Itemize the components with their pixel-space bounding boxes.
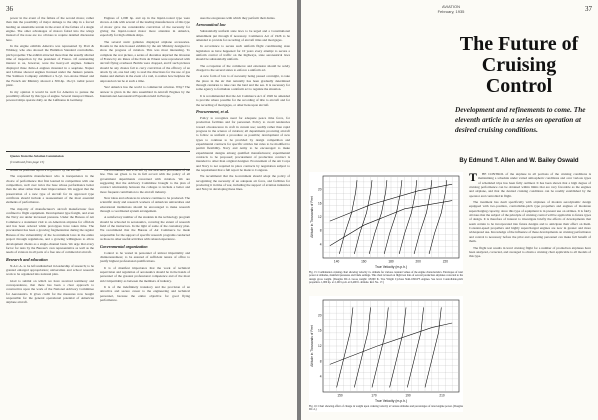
left-column-2-body bbox=[100, 16, 190, 98]
heading-governmental-organization: Governmental organization bbox=[100, 243, 148, 249]
quote-column-1-body bbox=[6, 168, 94, 255]
paragraph: Yes! America has the world to commercial aviation. Why? The answer is given in the data assembled in Aircraft Engines by the International Aeronautical Exposition held in Europe. bbox=[100, 85, 190, 98]
paragraph: We recommend that the Government should adopt the policy of recognizing the necessity of an adequate air force, and facilities for producing it in time of war, including the support of aviation industries and Navy in developing these lines. bbox=[196, 174, 290, 192]
byline: By Edmund T. Allen and W. Bailey Oswald bbox=[459, 158, 579, 164]
paragraph: The occupation of the commerce and extension should be solely charged to the several states to enforce a uniform act. bbox=[196, 63, 290, 73]
x-tick-label: 200 bbox=[415, 259, 421, 264]
article-subtitle: Development and refinements to come. The eleventh article in a series on operation at desired cruising conditions. bbox=[455, 105, 586, 134]
x-tick-label: 140 bbox=[333, 259, 340, 264]
paragraph: N.A.C.A. to be left undisturbed in leadership of research; to be granted enlarged appropriation; universities and school research work to be organized into national plan. bbox=[6, 263, 94, 277]
paragraph: It is of manifest importance that the work of technical supervision and regulation of aeronautics should be in the hands of personnel of the greatest professional competence and of the most strict impartiality as between the members of industry. bbox=[100, 265, 190, 283]
x-tick-label: 150 bbox=[337, 393, 343, 398]
paragraph: Glad to submit on which we have received testimony and correspondence, that there has been a clear approach to constructive upon the work of the National Advisory Committee for Aeronautics. It gives credit for the measures now bought responsible for the general operational potential of American airplane aircraft. bbox=[6, 278, 94, 305]
y-tick-label: 4 bbox=[319, 374, 322, 379]
article-title-block bbox=[449, 34, 589, 135]
figure-2-chart bbox=[309, 296, 463, 404]
y-tick-label: 12 bbox=[317, 344, 322, 348]
running-header-date: February, 1935 bbox=[437, 8, 465, 14]
paragraph: In accordance to secure such uniform flight conditioning state legislation as have happened for 10 years every attempt to secure a uniform control of traffic on the highways, state aeronautical laws should be substantially uniform. bbox=[196, 44, 290, 62]
heading-research-education: Research and education bbox=[6, 256, 48, 262]
figure-1 bbox=[309, 172, 463, 284]
quote-title: Quotes from the Aviation Commission bbox=[10, 154, 64, 158]
left-page bbox=[0, 0, 297, 420]
y-tick-label: 8 bbox=[319, 359, 322, 364]
paragraph: In the engine exhibits America was represented by Pratt & Whitney, who also showed the Hamilton Standard controllable-pitch propeller. The exhibit attracted more than the usually allotted time of inspection by the president of France. Of outstanding interest to us, however, were the heavy-oil engines. Junkers displayed three Jumo-4 engines mounted in a seaplane. Napier and Lilloise showed engines licensed under the Junkers patents. The Salmson Company exhibited a 9-cyl. two-stroke Diesel and the French Air Ministry showed a 300-hp. 16-cyl. radial power plant. bbox=[6, 44, 95, 88]
y-tick-label: 16 bbox=[317, 201, 322, 206]
paragraph: Policy to recognize need for adequate peace time force, for production facilities and for personnel. Policy to avoid tendencies toward obsolescence in craft in current use; readily rather than rapid progress in the science of aviation; all departments procuring aircraft to follow as uniform a procedure as possible; development of new types to continue to be provided by design competition and experimental contracts for specific articles but rules to be modified to permit flexibility. Navy and Army to be encouraged to make experimental designs among qualified manufacturers; experimental contracts to be proposed; procurement of production contract is intended to other than original designer. Procurement of the Air Corps and Navy is not required in place contracts by negotiation subject to the requirement that a full report be made to Congress. bbox=[196, 115, 290, 172]
paragraph: Control to be vested in personnel of utmost impartiality and disinterestedness; to be ensured of sufficient tenure of office to justify highest professional qualifications. bbox=[100, 250, 190, 264]
x-tick-label: 180 bbox=[388, 259, 394, 264]
paragraph: The flight test results in level cruising flight for a number of production airplanes have been analyzed, corrected, and averaged to obtain a cruising chart applicable to all models of this type. bbox=[469, 245, 591, 259]
y-tick-label: 16 bbox=[317, 328, 322, 333]
figure-1-chart bbox=[309, 172, 463, 270]
x-axis-label: True Velocity (m.p.h.) bbox=[374, 265, 408, 269]
paragraph: A new form of law is of necessity being passed overnight, to take the place in the air that naturally has been gradually determined through centuries to take care the land and the sea. It is necessary for some agency to formulate a uniform act to regulate the situation. bbox=[196, 74, 290, 92]
quote-column-2-body bbox=[100, 168, 190, 242]
article-title: The Future of Cruising Control bbox=[459, 33, 579, 97]
running-header bbox=[421, 5, 481, 15]
paragraph: The majority of manufacturer's aircraft manufacturer face confined to flight equipment. Development type freight, and even the Navy are under increased pressure. Under the Bureau of Air Commerce a statement visit to an American airplane for officials and has been ordered while prototypes have taken time. The procurement has been a growing fragmentation during the regular Bureau of the vulnerability of the Government laws in the entire project through regulations, and a growing willingness to allow development clients as a single-channel basis. We urge that every factor for tests by the Bureau's own representative as well as the needs of aviators in all parts of a free rate of commercial aircraft. bbox=[6, 206, 94, 255]
paragraph: New ideas and advances in science continue to be produced. The scientific study and research workers of American universities and educational institutions should be encouraged to make research through a coordinated system arrangement. bbox=[100, 196, 190, 214]
governmental-body bbox=[100, 251, 190, 303]
paragraph: Substantially uniform state laws to be urged and a Constitutional amendment put through if necessary. Commerce Act of 1926 to be amended to provide for recording of aircraft titles and mortgages. bbox=[196, 29, 290, 43]
y-tick-label: 4 bbox=[319, 242, 322, 247]
quote-subtitle: (Continued from page 15) bbox=[10, 160, 45, 165]
y-tick-label: 8 bbox=[319, 228, 322, 233]
aeronautical-law-body bbox=[196, 29, 290, 107]
x-tick-label: 210 bbox=[439, 393, 445, 398]
y-tick-label: 20 bbox=[317, 187, 322, 192]
heading-aeronautical-law: Aeronautical law bbox=[196, 22, 226, 28]
paragraph: It is of the indefinitely transitory and the provision of an attractive and secure career to the engineering and technical personnel, because the entire objective for good flying performance. bbox=[100, 284, 190, 302]
right-column bbox=[469, 172, 591, 261]
paragraph: power in the event of the failure of the second motor, rather than risk the possibility of major damage to the ship in a forced landing on unsuitable terrain in the event of the failure of a single engine. The other advantages of motors faired into the wings instead of the nose are too obvious to require detailed discussion here. bbox=[6, 16, 94, 42]
heading-procurement: Procurement, et al. bbox=[196, 108, 230, 114]
running-header-title: AVIATION bbox=[441, 4, 461, 9]
paragraph: HE CONTROL of the airplane in all portions of the cruising conditions is maintaining a schedule under varied atmospheric conditions and over various types of scheduled trips has been fully outlined. It has been shown that a high degree of cruising performance can be obtained within limits that are very favorable as the engines and airplane, and that the desired cruising conditions can be readily established by the operator and controlled in flight. bbox=[469, 172, 591, 198]
figure-2 bbox=[309, 296, 463, 412]
research-body bbox=[6, 264, 94, 305]
left-column-2 bbox=[100, 16, 190, 100]
quote-column-2 bbox=[100, 168, 190, 304]
page-number-right: 37 bbox=[585, 5, 592, 13]
right-column-body bbox=[469, 172, 591, 259]
figure-2-caption: Fig. 16: Chart showing effect of change in weight upon cruising velocity at various altitudes and percentages of rated engine power. (Douglas DC-2.) bbox=[309, 405, 463, 412]
left-column-1-body bbox=[6, 16, 94, 103]
paragraph: We recommend that it be left by the structural procedures of the law. This set given to be in full accord with the policy of all government departments concerned with aviation. We are suggesting that the Advisory Committee brought to the plan of contract relationship between the colleges to include a better and more frequent contribution to the aircraft industry. bbox=[100, 168, 190, 194]
x-tick-label: 220 bbox=[442, 259, 449, 264]
y-tick-label: 20 bbox=[317, 313, 322, 318]
paragraph: The several static galleries displayed airplane accessories. Rooms in the side housed exhibits by the Air Ministry designed to show the progress of aviation. This was most interesting. To complete the war picture, a series of dioramas depicted the invasion of France by air. Rates of the Paris de l'Ouest were reproduced with aircraft flying overhead. Bombs were dropped, and if such pictures should be any chance fail to carry conviction of the efficacy of an attack by air, one had only to read the directions for the use of gas masks and shelters in the event of a raid, to realize how helpless the unprotected can be at such a time. bbox=[100, 39, 190, 83]
drop-cap: T bbox=[469, 170, 478, 184]
y-axis-label: Altitude in Thousands of Feet bbox=[310, 196, 314, 238]
left-column-3-body bbox=[196, 16, 290, 20]
paragraph: Engines of 1,000 hp. and up in the liquid-cooled type were shown. A talk with several of the leading manufacturers of this type of motor gave me considerable conviction of the necessity for giving the liquid-cooled motor more attention in America, especially for high altitude ships. bbox=[100, 16, 190, 38]
left-column-3 bbox=[196, 16, 290, 194]
procurement-body bbox=[196, 116, 290, 192]
quote-column-1 bbox=[6, 168, 94, 307]
quote-header bbox=[6, 151, 190, 170]
page-number-left: 36 bbox=[6, 5, 13, 13]
paragraph: The treatment has dealt specifically with airplanes of modern aerodynamic design equipped with two-position, controllable-pitch type propellers and engines of moderate supercharging capacity, since this type of equipment is in present use on airlines. It is fairly obvious that the subject of the principle of cruising control will be applicable to future types of design. It is therefore of interest to investigate briefly the effects of developments that seem certain to be incorporated into future designs and to anticipate their effect on them. Constant-speed propellers and highly supercharged engines are now in greater and more widespread use. Knowledge of the influence of these developments on cruising performance and control is necessary before the pilot and operating personnel can make full benefit of them. bbox=[469, 200, 591, 244]
x-tick-label: 160 bbox=[361, 259, 367, 264]
x-tick-label: 170 bbox=[371, 393, 377, 398]
y-axis-label: Altitude in Thousands of Feet bbox=[310, 325, 314, 367]
paragraph: It is recommended that the Air Commerce Act of 1926 be amended to provide where possible for the recording of title to aircraft and for the recording of mortgages, or other liens upon aircraft. bbox=[196, 93, 290, 107]
right-page bbox=[301, 0, 598, 420]
paragraph: A satisfactory number of the students in the technology program should be schooled in aeronautics, covering the extent of research field of the instructors. In the light of some of the customary plan. We recommend that the Bureau of Air Commerce be made responsible for the support of specific research programs conducted as those in other useful activities with related experience. bbox=[100, 215, 190, 242]
paragraph: The responsible manufacturer who is inexperience in the choice of performance that first learned in competition with one competition, well over twice the base whose performance better than the other rather than their improvement. We suggest that the preservation of a new type of aircraft for its approved type certificate should include a reassessment of the most essential elements of performance. bbox=[6, 174, 94, 205]
x-axis-label: True Velocity (m.p.h.) bbox=[374, 399, 408, 403]
x-tick-label: 190 bbox=[405, 393, 411, 398]
paragraph: would be preferred report it is given to by the aircraft. bbox=[10, 168, 82, 172]
figure-1-caption: Fig. 15: Combination cruising chart showing velocity vs. altitude for various constant values of the engine characteristics. Envelopes of total power at altitudes, manifold pressures and blade settings. This chart is based on flight test data of several production airplanes corrected to the design gross weight. (Douglas DC-2. Gross weight: 18,000 lb. Two Wright Cyclone SGR-1820-F3 engines. Sea level. Controllable-pitch propellers. 1,000 hp. at 2,100 r.p.m. at 6,400 ft. altitude. Ref. No. 17.) bbox=[309, 271, 463, 284]
paragraph: uses the exogenous with which they perform their duties. bbox=[200, 16, 276, 20]
y-tick-label: 12 bbox=[317, 215, 322, 219]
left-column-1 bbox=[6, 16, 94, 105]
paragraph: In my opinion it would be well for America to pursue the possibility offered by this type of engine. Several transport Diesel-powered ships operate daily on the Lufthansa in Germany. bbox=[6, 89, 94, 103]
